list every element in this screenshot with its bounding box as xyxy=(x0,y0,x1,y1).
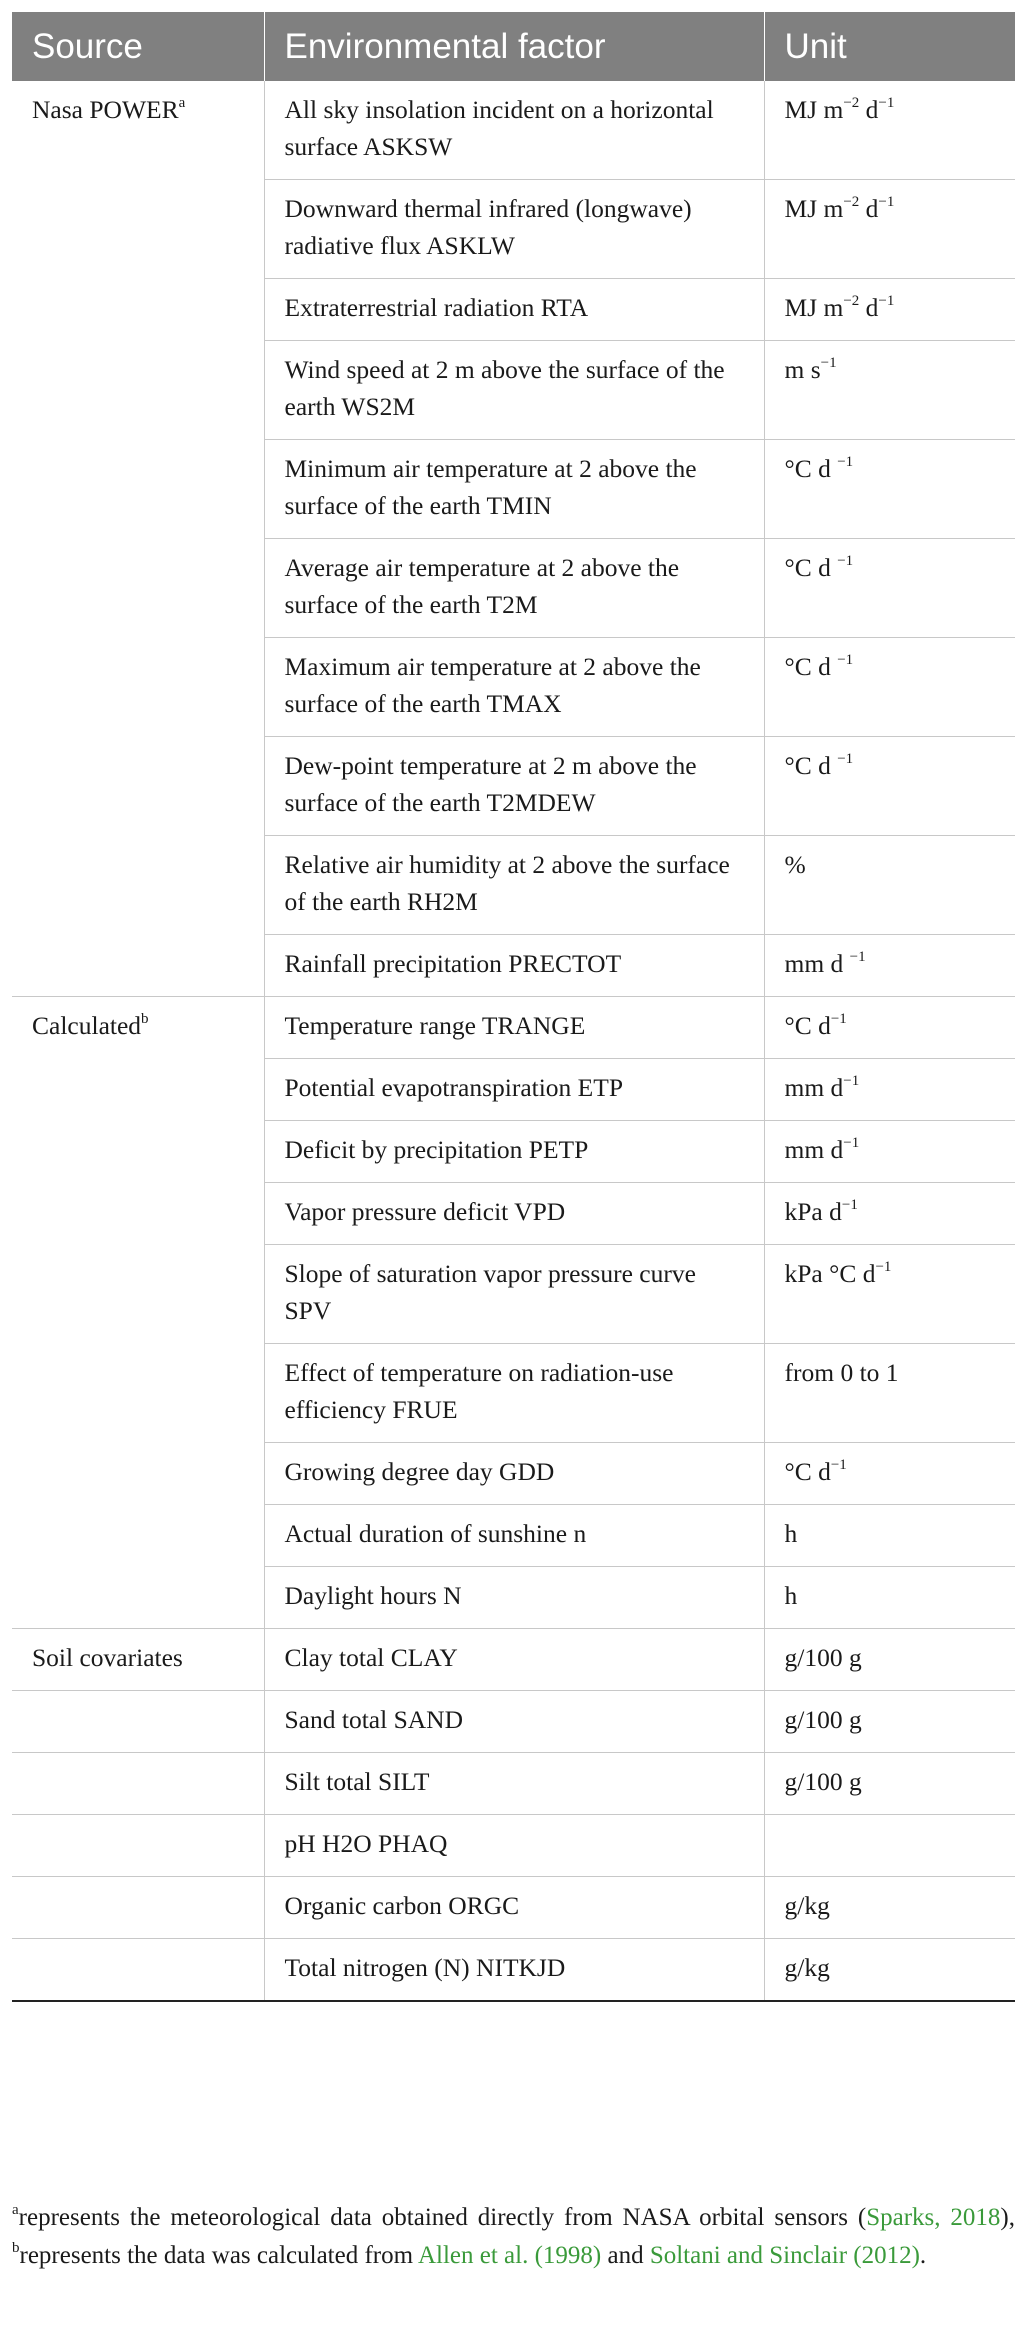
footnote-and: and xyxy=(601,2242,650,2269)
unit-exponent: −1 xyxy=(878,293,895,309)
unit-cell xyxy=(764,737,1015,836)
table-header-row xyxy=(12,12,1015,81)
factor-cell: Growing degree day GDD xyxy=(264,1443,764,1505)
source-footnote-mark: b xyxy=(141,1011,149,1027)
footnote-a-text: represents the meteorological data obtained directly from NASA orbital sensors ( xyxy=(18,2204,867,2231)
unit-exponent: −2 xyxy=(843,293,860,309)
environmental-factors-table xyxy=(12,12,1015,2002)
factor-cell: Silt total SILT xyxy=(264,1753,764,1815)
unit-cell xyxy=(764,638,1015,737)
footnote-a-close: ), xyxy=(1000,2204,1015,2231)
unit-exponent: −2 xyxy=(843,95,860,111)
unit-cell xyxy=(764,935,1015,997)
unit-exponent: −1 xyxy=(820,355,837,371)
unit-cell xyxy=(764,1877,1015,1939)
header-environmental-factor: Environmental factor xyxy=(264,12,764,81)
factor-cell: Slope of saturation vapor pressure curve SPV xyxy=(264,1245,764,1344)
unit-text: °C d xyxy=(784,454,838,483)
unit-cell xyxy=(764,836,1015,935)
factor-cell: Rainfall precipitation PRECTOT xyxy=(264,935,764,997)
unit-text: h xyxy=(784,1581,798,1610)
unit-exponent: −1 xyxy=(837,553,854,569)
unit-text: kPa °C d xyxy=(784,1259,876,1288)
unit-text: g/kg xyxy=(784,1891,830,1920)
factor-cell: All sky insolation incident on a horizontal surface ASKSW xyxy=(264,81,764,180)
source-cell-empty xyxy=(12,1753,264,1815)
unit-exponent: −1 xyxy=(849,949,866,965)
unit-cell xyxy=(764,1629,1015,1691)
source-footnote-mark: a xyxy=(178,95,186,111)
unit-text: g/100 g xyxy=(784,1705,862,1734)
header-unit: Unit xyxy=(764,12,1015,81)
unit-cell xyxy=(764,1691,1015,1753)
factor-cell: Wind speed at 2 m above the surface of the earth WS2M xyxy=(264,341,764,440)
unit-text: d xyxy=(859,194,879,223)
unit-text: d xyxy=(859,95,879,124)
factor-cell: Average air temperature at 2 above the surface of the earth T2M xyxy=(264,539,764,638)
unit-text: d xyxy=(859,293,879,322)
factor-cell: Total nitrogen (N) NITKJD xyxy=(264,1939,764,2002)
unit-cell xyxy=(764,1443,1015,1505)
source-cell-nasa xyxy=(12,81,264,997)
factor-cell: Actual duration of sunshine n xyxy=(264,1505,764,1567)
table-row xyxy=(12,997,1015,1059)
table-footnote xyxy=(12,2199,1015,2275)
citation-link-allen[interactable]: Allen et al. (1998) xyxy=(417,2242,602,2269)
unit-exponent: −1 xyxy=(843,1135,860,1151)
unit-text: mm d xyxy=(784,1073,844,1102)
unit-cell xyxy=(764,1753,1015,1815)
source-cell-soil xyxy=(12,1629,264,1691)
environmental-factors-table-container xyxy=(12,12,1015,2002)
unit-text: kPa d xyxy=(784,1197,842,1226)
unit-cell xyxy=(764,997,1015,1059)
unit-exponent: −1 xyxy=(837,454,854,470)
unit-exponent: −1 xyxy=(830,1457,847,1473)
unit-text: °C d xyxy=(784,751,838,780)
factor-cell: Daylight hours N xyxy=(264,1567,764,1629)
factor-cell: pH H2O PHAQ xyxy=(264,1815,764,1877)
unit-text: m s xyxy=(784,355,821,384)
footnote-end: . xyxy=(919,2242,927,2269)
unit-cell xyxy=(764,1059,1015,1121)
source-label: Calculated xyxy=(32,1011,142,1040)
source-cell-empty xyxy=(12,1939,264,2002)
source-cell-empty xyxy=(12,1691,264,1753)
citation-link-soltani[interactable]: Soltani and Sinclair (2012) xyxy=(649,2242,920,2269)
table-body xyxy=(12,81,1015,2001)
table-row xyxy=(12,1815,1015,1877)
unit-cell xyxy=(764,180,1015,279)
source-label: Soil covariates xyxy=(32,1643,183,1672)
source-cell-empty xyxy=(12,1877,264,1939)
factor-cell: Downward thermal infrared (longwave) radiative flux ASKLW xyxy=(264,180,764,279)
unit-text: MJ m xyxy=(784,194,844,223)
unit-cell xyxy=(764,440,1015,539)
unit-exponent: −1 xyxy=(878,95,895,111)
factor-cell: Sand total SAND xyxy=(264,1691,764,1753)
factor-cell: Maximum air temperature at 2 above the surface of the earth TMAX xyxy=(264,638,764,737)
unit-exponent: −1 xyxy=(875,1259,892,1275)
table-row xyxy=(12,81,1015,180)
unit-cell xyxy=(764,1505,1015,1567)
footnote-mark-b: b xyxy=(12,2240,20,2256)
footnote-b-text: represents the data was calculated from xyxy=(19,2242,418,2269)
factor-cell: Relative air humidity at 2 above the surface of the earth RH2M xyxy=(264,836,764,935)
unit-text: g/kg xyxy=(784,1953,830,1982)
factor-cell: Effect of temperature on radiation-use efficiency FRUE xyxy=(264,1344,764,1443)
factor-cell: Vapor pressure deficit VPD xyxy=(264,1183,764,1245)
unit-text: g/100 g xyxy=(784,1643,862,1672)
unit-cell xyxy=(764,1245,1015,1344)
unit-cell xyxy=(764,1567,1015,1629)
unit-text: °C d xyxy=(784,553,838,582)
unit-cell xyxy=(764,1183,1015,1245)
factor-cell: Temperature range TRANGE xyxy=(264,997,764,1059)
unit-exponent: −1 xyxy=(843,1073,860,1089)
unit-exponent: −1 xyxy=(837,751,854,767)
factor-cell: Dew-point temperature at 2 m above the surface of the earth T2MDEW xyxy=(264,737,764,836)
unit-cell xyxy=(764,539,1015,638)
factor-cell: Potential evapotranspiration ETP xyxy=(264,1059,764,1121)
unit-cell xyxy=(764,1344,1015,1443)
unit-cell xyxy=(764,1121,1015,1183)
header-source: Source xyxy=(12,12,264,81)
unit-cell xyxy=(764,1815,1015,1877)
unit-text: MJ m xyxy=(784,95,844,124)
source-cell-calculated xyxy=(12,997,264,1629)
table-row xyxy=(12,1691,1015,1753)
unit-text: g/100 g xyxy=(784,1767,862,1796)
unit-text: % xyxy=(784,850,806,879)
footnote-mark-a: a xyxy=(12,2202,19,2218)
unit-exponent: −1 xyxy=(841,1197,858,1213)
factor-cell: Minimum air temperature at 2 above the surface of the earth TMIN xyxy=(264,440,764,539)
unit-text: mm d xyxy=(784,949,850,978)
factor-cell: Clay total CLAY xyxy=(264,1629,764,1691)
unit-cell xyxy=(764,341,1015,440)
unit-cell xyxy=(764,279,1015,341)
table-row xyxy=(12,1877,1015,1939)
unit-exponent: −1 xyxy=(830,1011,847,1027)
table-row xyxy=(12,1629,1015,1691)
unit-exponent: −1 xyxy=(878,194,895,210)
unit-text: °C d xyxy=(784,652,838,681)
source-label: Nasa POWER xyxy=(32,95,179,124)
table-row xyxy=(12,1753,1015,1815)
factor-cell: Extraterrestrial radiation RTA xyxy=(264,279,764,341)
table-row xyxy=(12,1939,1015,2002)
unit-text: mm d xyxy=(784,1135,844,1164)
unit-exponent: −2 xyxy=(843,194,860,210)
unit-exponent: −1 xyxy=(837,652,854,668)
factor-cell: Organic carbon ORGC xyxy=(264,1877,764,1939)
source-cell-empty xyxy=(12,1815,264,1877)
unit-cell xyxy=(764,81,1015,180)
unit-text: °C d xyxy=(784,1457,831,1486)
factor-cell: Deficit by precipitation PETP xyxy=(264,1121,764,1183)
unit-cell xyxy=(764,1939,1015,2002)
unit-text: h xyxy=(784,1519,798,1548)
unit-text: MJ m xyxy=(784,293,844,322)
unit-text: °C d xyxy=(784,1011,831,1040)
citation-link-sparks[interactable]: Sparks, 2018 xyxy=(866,2204,1001,2231)
unit-text: from 0 to 1 xyxy=(784,1358,899,1387)
